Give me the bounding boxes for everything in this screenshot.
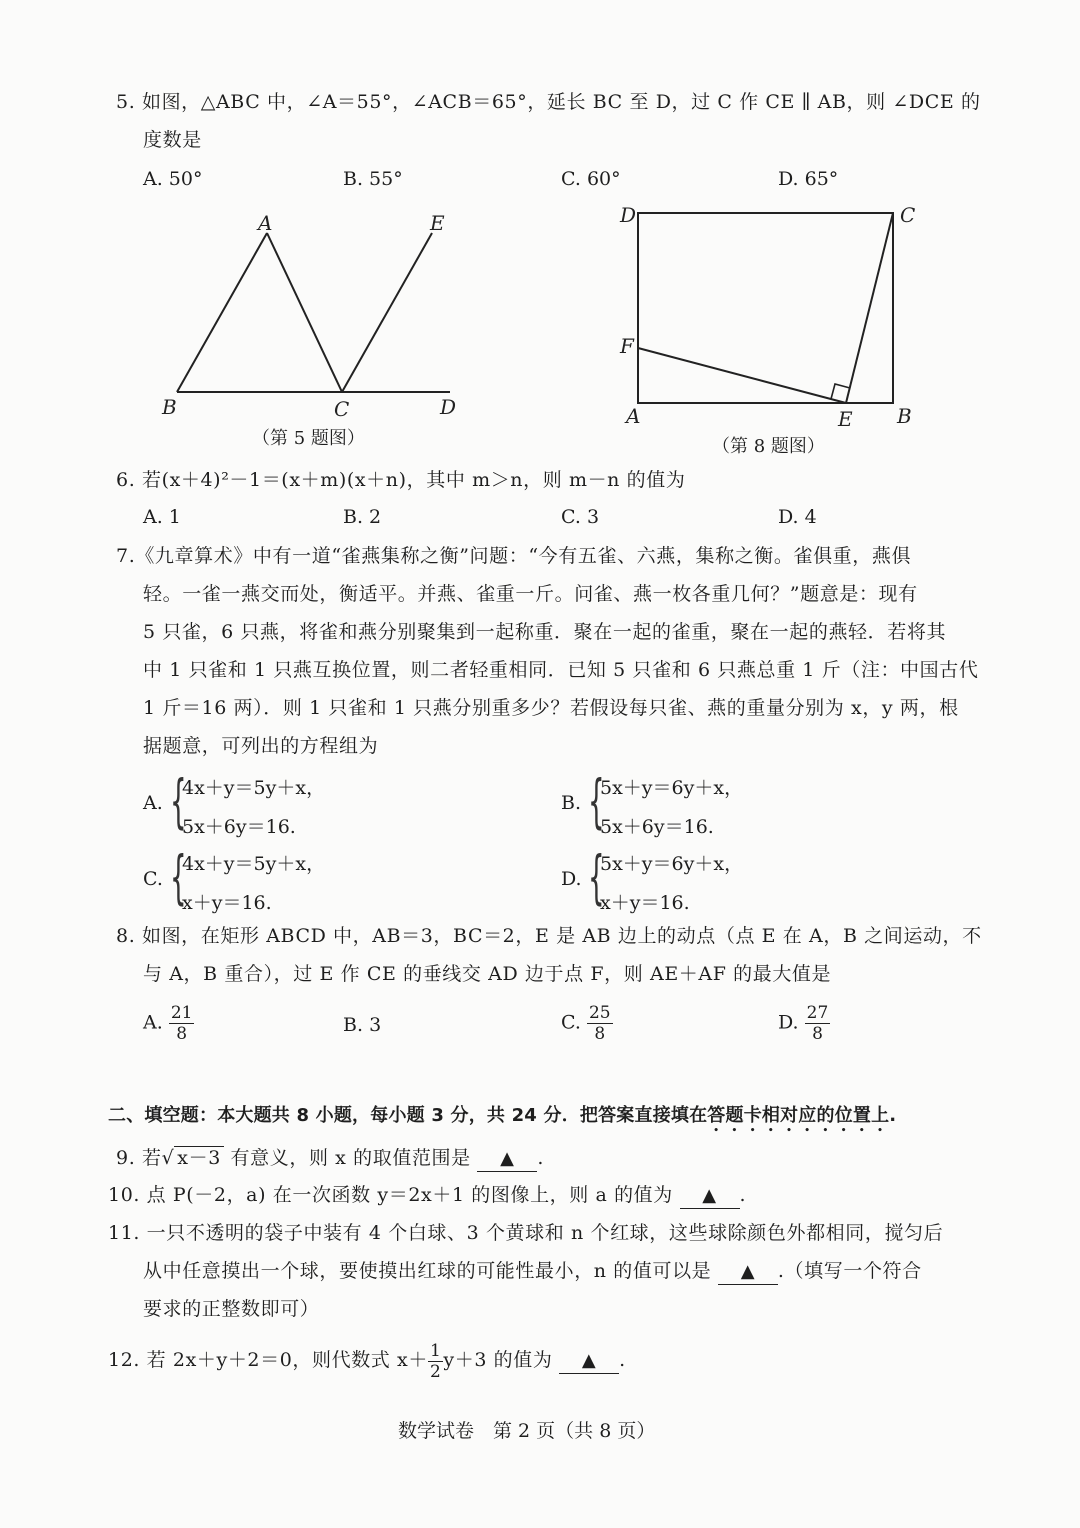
segment-ce — [342, 233, 432, 392]
q5-stem-line1: 5. 如图，△ABC 中，∠A＝55°，∠ACB＝65°，延长 BC 至 D，过 C 作 CE ∥ AB，则 ∠DCE 的 — [116, 91, 981, 113]
q8-option-c-label: C. — [561, 1011, 581, 1034]
rectangle-abcd — [638, 213, 893, 403]
q12 — [108, 1338, 626, 1382]
q6-option-d: D. 4 — [778, 506, 817, 528]
q7-option-d-eq2: x＋y＝16. — [600, 892, 690, 914]
label-d: D — [440, 395, 457, 419]
label-e: E — [838, 407, 853, 431]
label-c: C — [334, 397, 350, 421]
q7-option-b-label: B. — [561, 792, 582, 814]
sqrt-symbol: √ — [161, 1147, 175, 1169]
segment-ac — [267, 233, 342, 392]
numerator: 25 — [588, 1003, 611, 1023]
denominator: 8 — [176, 1024, 188, 1044]
label-f: F — [620, 334, 634, 358]
label-d: D — [620, 203, 637, 227]
q8-option-a-label: A. — [143, 1011, 163, 1034]
q9-pre: 9. 若 — [116, 1147, 162, 1169]
q8-option-a — [143, 1003, 194, 1044]
q5-option-c: C. 60° — [561, 168, 621, 190]
q10-answer-blank[interactable]: ▲ — [680, 1184, 740, 1209]
q8-option-c — [561, 1003, 613, 1044]
q8-option-d — [778, 1003, 830, 1044]
q5-option-a: A. 50° — [143, 168, 203, 190]
q8-option-b-value: 3 — [369, 1014, 382, 1036]
q10-pre: 10. 点 P(－2，a) 在一次函数 y＝2x＋1 的图像上，则 a 的值为 — [108, 1184, 673, 1206]
q7-option-b-eq2: 5x＋6y＝16. — [600, 816, 714, 838]
q7-option-a-label: A. — [143, 792, 163, 814]
q7-stem-line2: 轻。一雀一燕交而处，衡适平。并燕、雀重一斤。问雀、燕一枚各重几何？”题意是：现有 — [143, 583, 918, 605]
q5-figure-caption: （第 5 题图） — [252, 428, 365, 449]
segment-fe — [638, 348, 846, 403]
q8-option-d-label: D. — [778, 1011, 799, 1034]
q9-answer-blank[interactable]: ▲ — [477, 1147, 537, 1172]
q11-answer-blank[interactable]: ▲ — [718, 1260, 778, 1285]
q8-option-b — [343, 1014, 381, 1036]
q8-option-b-label: B. — [343, 1014, 364, 1036]
q10-end: . — [739, 1184, 747, 1206]
q7-stem-line1: 7.《九章算术》中有一道“雀燕集称之衡”问题：“今有五雀、六燕，集称之衡。雀俱重，燕俱 — [116, 545, 912, 567]
q12-end: . — [619, 1349, 626, 1371]
section-2-heading-main: 二、填空题：本大题共 8 小题，每小题 3 分，共 24 分．把答案直接填在 — [108, 1105, 708, 1126]
q8-figure — [610, 198, 930, 438]
q7-stem-line3: 5 只雀，6 只燕，将雀和燕分别聚集到一起称重．聚在一起的雀重，聚在一起的燕轻．若将其 — [143, 621, 947, 643]
q12-post: y＋3 的值为 — [443, 1349, 553, 1371]
q8-stem-line1: 8. 如图，在矩形 ABCD 中，AB＝3，BC＝2，E 是 AB 边上的动点（点 E 在 A，B 之间运动，不 — [116, 925, 982, 947]
q5-option-d: D. 65° — [778, 168, 839, 190]
q7-option-a-eq1: 4x＋y＝5y＋x， — [182, 777, 326, 799]
page-footer: 数学试卷 第 2 页（共 8 页） — [398, 1420, 656, 1442]
q6-option-c: C. 3 — [561, 506, 600, 528]
q5-figure — [150, 200, 480, 425]
q8-option-c-fraction — [587, 1003, 613, 1044]
q11-line2-post: .（填写一个符合 — [777, 1260, 922, 1282]
q6-stem: 6. 若(x＋4)²－1＝(x＋m)(x＋n)，其中 m＞n，则 m－n 的值为 — [116, 469, 686, 491]
q7-option-c-eq1: 4x＋y＝5y＋x， — [182, 853, 326, 875]
q9-post: 有意义，则 x 的取值范围是 — [223, 1147, 471, 1169]
denominator: 8 — [812, 1024, 823, 1044]
q11-line1: 11. 一只不透明的袋子中装有 4 个白球、3 个黄球和 n 个红球，这些球除颜色外都相同，搅匀后 — [108, 1222, 944, 1244]
label-c: C — [900, 203, 916, 227]
q7-option-a-eq2: 5x＋6y＝16. — [182, 816, 296, 838]
q9-end: . — [537, 1147, 545, 1169]
label-e: E — [430, 211, 445, 235]
q8-stem-line2: 与 A，B 重合），过 E 作 CE 的垂线交 AD 边于点 F，则 AE＋AF 的最大值是 — [143, 963, 832, 985]
q7-option-c-label: C. — [143, 868, 163, 890]
q6-option-b: B. 2 — [343, 506, 382, 528]
label-b: B — [897, 404, 912, 428]
q6-option-a: A. 1 — [143, 506, 181, 528]
section-2-heading — [108, 1104, 896, 1136]
q5-option-b: B. 55° — [343, 168, 403, 190]
q7-option-b-brace: { — [588, 767, 605, 835]
q7-option-a-brace: { — [170, 767, 187, 835]
segment-ec — [846, 213, 893, 403]
q11-line2-pre: 从中任意摸出一个球，要使摸出红球的可能性最小，n 的值可以是 — [143, 1260, 712, 1282]
q7-option-c-eq2: x＋y＝16. — [182, 892, 272, 914]
q7-stem-line4: 中 1 只雀和 1 只燕互换位置，则二者轻重相同．已知 5 只雀和 6 只燕总重 1 斤（注：中国古代 — [143, 659, 979, 681]
q5-stem-line2: 度数是 — [143, 129, 202, 151]
denominator: 8 — [594, 1024, 606, 1044]
q12-pre: 12. 若 2x＋y＋2＝0，则代数式 x＋ — [108, 1349, 428, 1371]
q7-option-d-brace: { — [588, 843, 605, 911]
numerator: 27 — [806, 1003, 829, 1023]
q8-option-a-fraction — [169, 1003, 195, 1044]
label-a: A — [258, 211, 273, 235]
denominator: 2 — [429, 1361, 442, 1382]
segment-ab — [177, 233, 267, 392]
q7-option-d-label: D. — [561, 868, 582, 890]
label-a: A — [626, 404, 641, 428]
q8-figure-caption: （第 8 题图） — [712, 436, 825, 457]
q10 — [108, 1183, 746, 1209]
q9 — [116, 1146, 544, 1172]
q7-option-c-brace: { — [170, 843, 187, 911]
section-2-heading-end: . — [889, 1105, 897, 1126]
numerator: 21 — [170, 1003, 193, 1023]
q12-answer-blank[interactable]: ▲ — [559, 1349, 619, 1374]
q7-option-b-eq1: 5x＋y＝6y＋x， — [600, 777, 744, 799]
q9-radicand: x－3 — [174, 1146, 224, 1169]
section-2-heading-emphasis: 答题卡相对应的位置上 — [707, 1105, 890, 1126]
q7-stem-line6: 据题意，可列出的方程组为 — [143, 735, 379, 757]
q11-line2 — [143, 1259, 922, 1285]
label-b: B — [162, 395, 177, 419]
q11-line3: 要求的正整数即可） — [143, 1298, 320, 1320]
q12-fraction — [428, 1341, 443, 1382]
q7-option-d-eq1: 5x＋y＝6y＋x， — [600, 853, 744, 875]
q7-stem-line5: 1 斤＝16 两）．则 1 只雀和 1 只燕分别重多少？若假设每只雀、燕的重量分别为 x，y 两，根 — [143, 697, 959, 719]
numerator: 1 — [429, 1340, 442, 1361]
q8-option-d-fraction — [805, 1003, 831, 1044]
